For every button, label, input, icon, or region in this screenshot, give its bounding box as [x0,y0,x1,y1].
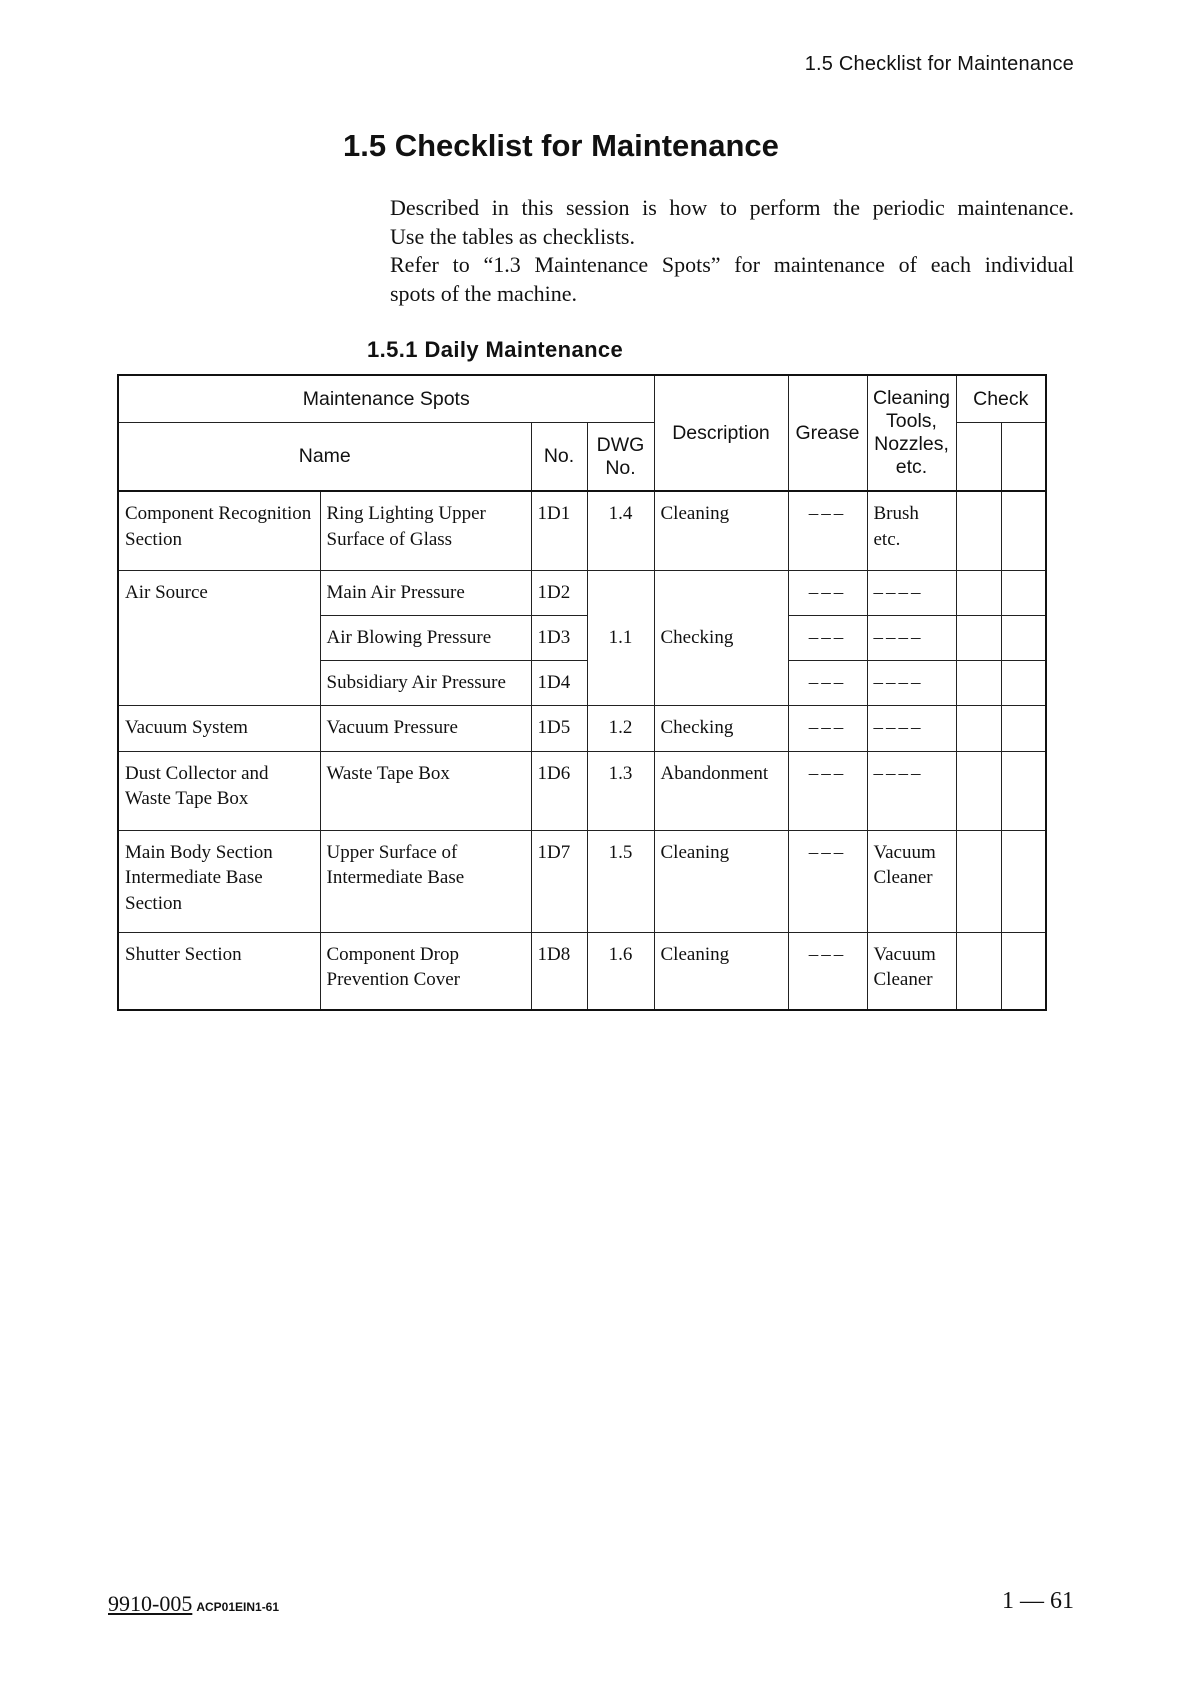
check-box[interactable] [1001,932,1046,1010]
intro-line-1: Described in this session is how to perform the periodic maintenance. [390,195,1074,220]
row-no: 1D2 [531,570,587,615]
row-tools: Vacuum Cleaner [867,932,956,1010]
header-grease: Grease [788,375,867,491]
row-tools: –––– [867,570,956,615]
row-section: Component Recognition Section [118,491,320,570]
check-box[interactable] [956,830,1001,932]
row-name: Component Drop Prevention Cover [320,932,531,1010]
check-box[interactable] [1001,751,1046,830]
check-box[interactable] [1001,615,1046,660]
row-no: 1D8 [531,932,587,1010]
row-description: Cleaning [654,830,788,932]
table-row [118,830,1046,932]
row-grease: ––– [788,570,867,615]
header-no: No. [531,423,587,492]
check-box[interactable] [956,751,1001,830]
check-box[interactable] [1001,705,1046,751]
check-box[interactable] [956,660,1001,705]
row-name: Waste Tape Box [320,751,531,830]
row-description: Checking [654,705,788,751]
check-box[interactable] [1001,830,1046,932]
check-box-header-2 [1001,423,1046,492]
row-grease: ––– [788,751,867,830]
header-name: Name [118,423,531,492]
row-dwg: 1.2 [587,705,654,751]
row-name: Vacuum Pressure [320,705,531,751]
check-box[interactable] [1001,570,1046,615]
row-no: 1D1 [531,491,587,570]
row-dwg: 1.1 [587,570,654,705]
check-box-header-1 [956,423,1001,492]
row-section: Vacuum System [118,705,320,751]
row-grease: ––– [788,830,867,932]
row-name: Ring Lighting Upper Surface of Glass [320,491,531,570]
row-no: 1D5 [531,705,587,751]
row-name: Main Air Pressure [320,570,531,615]
page-number: 1 — 61 [1002,1588,1074,1614]
row-dwg: 1.3 [587,751,654,830]
table-row [118,751,1046,830]
header-maintenance-spots: Maintenance Spots [118,375,654,423]
header-description: Description [654,375,788,491]
intro-line-3: Refer to “1.3 Maintenance Spots” for maintenance of each individual [390,252,1074,277]
footer-doc-code: ACP01EIN1-61 [196,1600,280,1614]
row-no: 1D7 [531,830,587,932]
footer-doc-number: 9910-005 [108,1591,193,1616]
table-row [118,570,1046,615]
check-box[interactable] [956,705,1001,751]
row-grease: ––– [788,932,867,1010]
row-description: Checking [654,570,788,705]
row-no: 1D3 [531,615,587,660]
row-grease: ––– [788,491,867,570]
row-name: Upper Surface of Intermediate Base [320,830,531,932]
row-tools: Brush etc. [867,491,956,570]
check-box[interactable] [956,491,1001,570]
row-description: Cleaning [654,491,788,570]
check-box[interactable] [1001,491,1046,570]
row-dwg: 1.5 [587,830,654,932]
check-box[interactable] [1001,660,1046,705]
row-no: 1D6 [531,751,587,830]
row-name: Subsidiary Air Pressure [320,660,531,705]
check-box[interactable] [956,615,1001,660]
running-header: 1.5 Checklist for Maintenance [804,53,1074,75]
header-dwg-no: DWG No. [587,423,654,492]
row-description: Abandonment [654,751,788,830]
intro-text [390,194,1074,308]
row-section: Air Source [118,570,320,705]
row-tools: –––– [867,751,956,830]
row-tools: –––– [867,615,956,660]
row-grease: ––– [788,660,867,705]
check-box[interactable] [956,932,1001,1010]
table-row [118,491,1046,570]
page-title: 1.5 Checklist for Maintenance [343,128,779,163]
daily-maintenance-table [117,374,1047,1011]
section-title: 1.5.1 Daily Maintenance [367,337,624,362]
row-grease: ––– [788,705,867,751]
table-row [118,705,1046,751]
check-box[interactable] [956,570,1001,615]
row-tools: Vacuum Cleaner [867,830,956,932]
row-dwg: 1.4 [587,491,654,570]
row-section: Main Body Section Intermediate Base Section [118,830,320,932]
row-section: Dust Collector and Waste Tape Box [118,751,320,830]
header-cleaning-tools: Cleaning Tools, Nozzles, etc. [867,375,956,491]
row-tools: –––– [867,660,956,705]
row-dwg: 1.6 [587,932,654,1010]
row-tools: –––– [867,705,956,751]
row-section: Shutter Section [118,932,320,1010]
row-description: Cleaning [654,932,788,1010]
row-name: Air Blowing Pressure [320,615,531,660]
intro-line-2: Use the tables as checklists. [390,223,635,249]
intro-line-4: spots of the machine. [390,280,577,306]
row-no: 1D4 [531,660,587,705]
table-row [118,932,1046,1010]
footer-doc-id [108,1591,279,1617]
row-grease: ––– [788,615,867,660]
header-check: Check [956,375,1046,423]
